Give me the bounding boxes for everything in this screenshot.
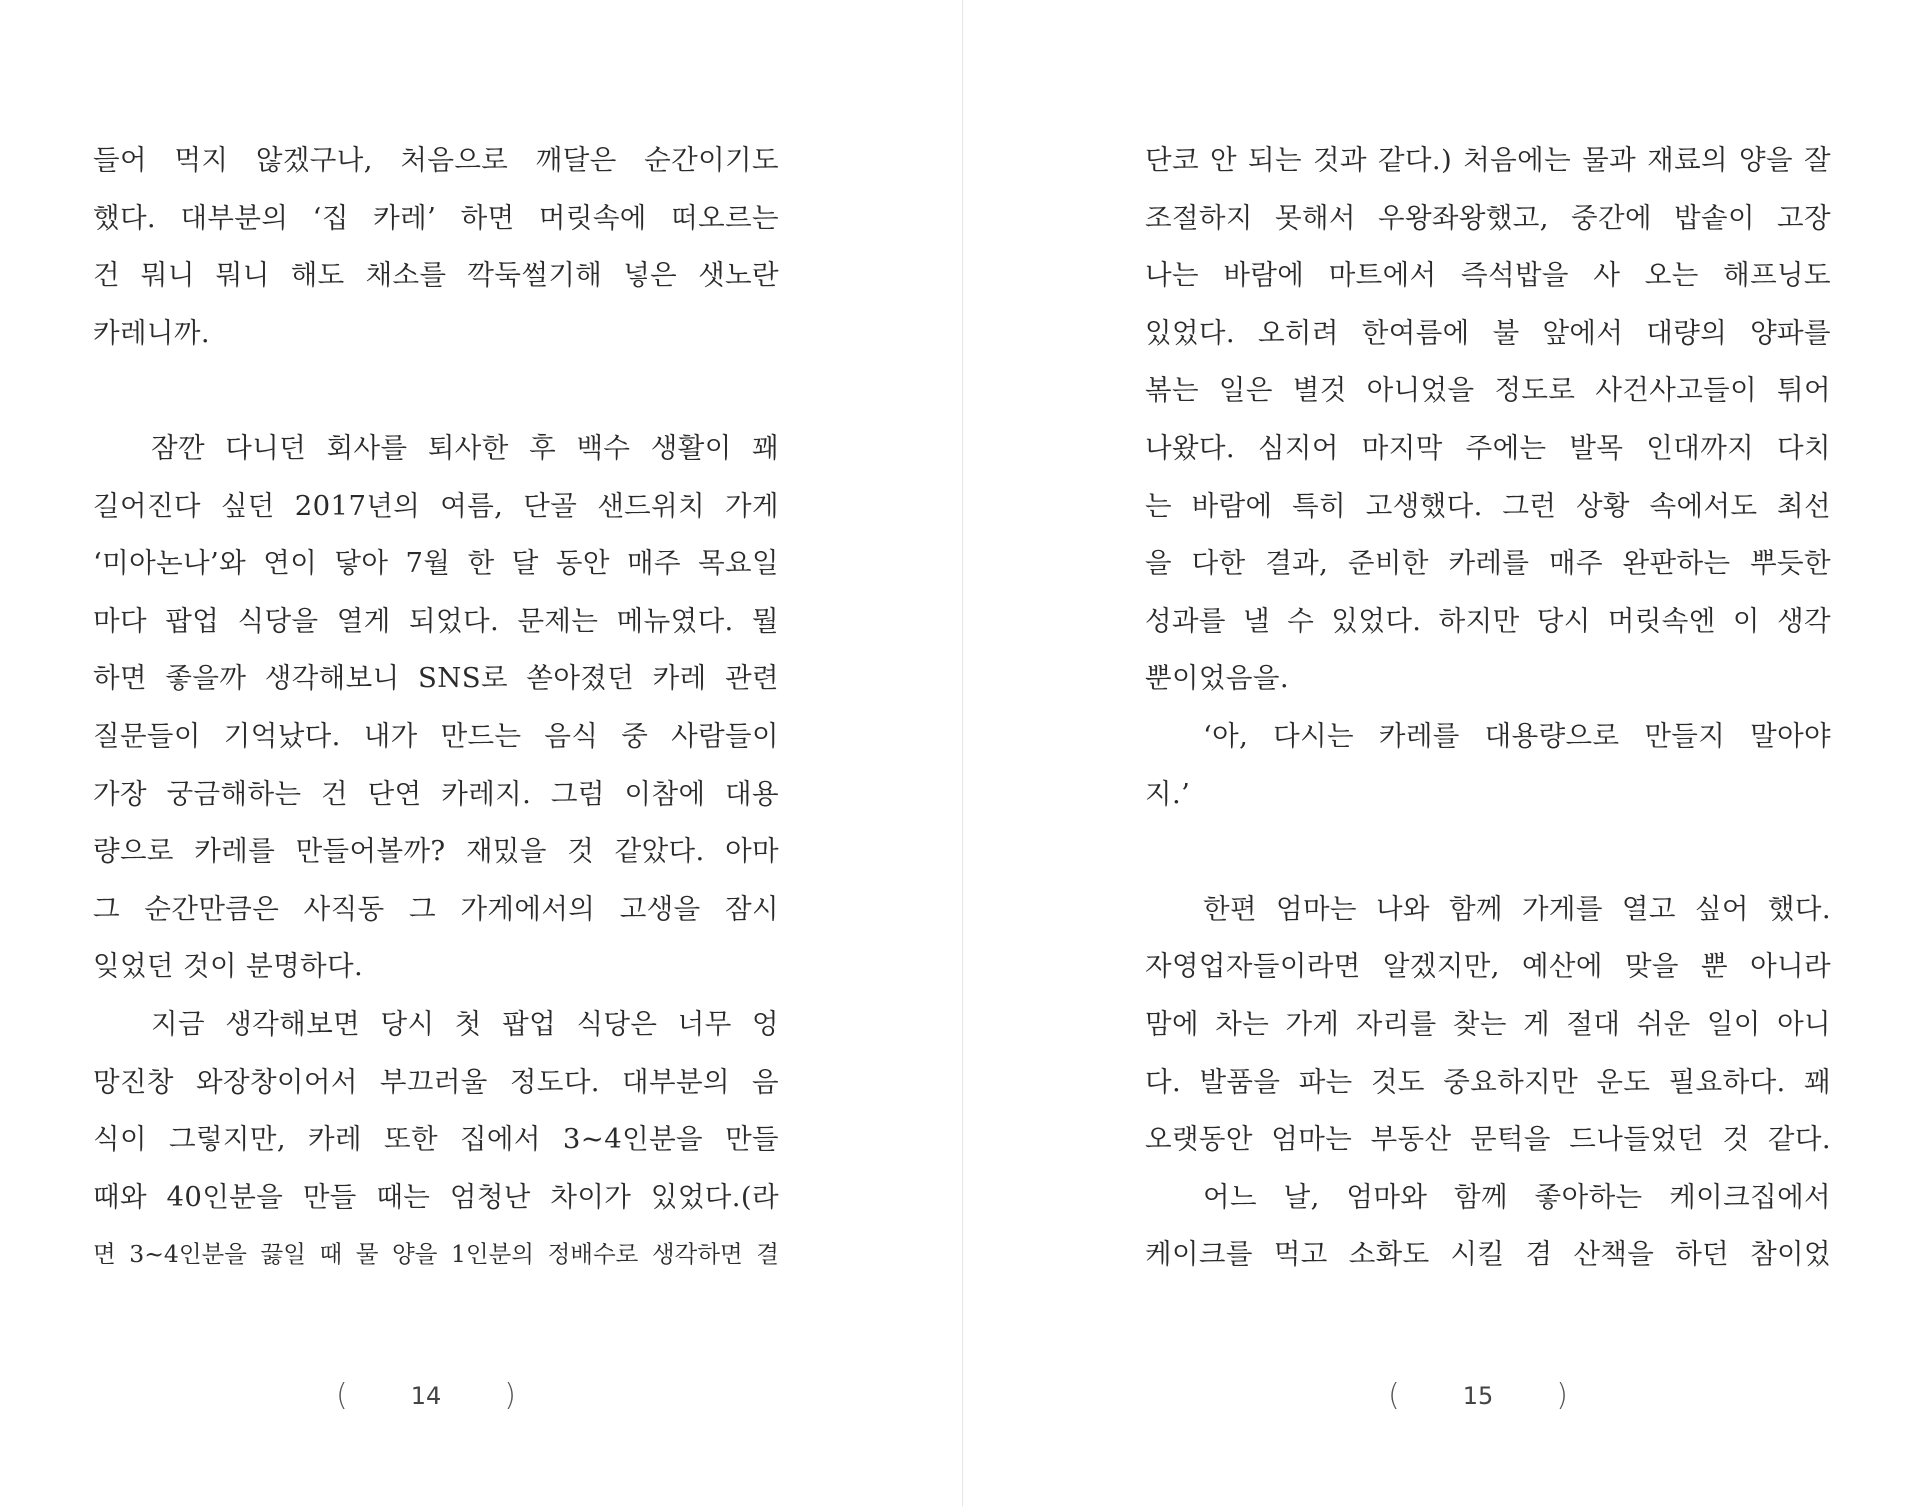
text-line: 건 뭐니 뭐니 해도 채소를 깍둑썰기해 넣은 샛노란	[93, 259, 779, 292]
text-line: 량으로 카레를 만들어볼까? 재밌을 것 같았다. 아마	[93, 835, 779, 868]
left-page-text	[93, 132, 779, 1284]
text-line: 자영업자들이라면 알겠지만, 예산에 맞을 뿐 아니라	[1145, 950, 1831, 983]
paragraph-gap	[1145, 823, 1831, 881]
text-line: 때와 40인분을 만들 때는 엄청난 차이가 있었다.(라	[93, 1180, 779, 1213]
text-line: 길어진다 싶던 2017년의 여름, 단골 샌드위치 가게	[93, 489, 779, 522]
text-line: 을 다한 결과, 준비한 카레를 매주 완판하는 뿌듯한	[1145, 547, 1831, 580]
text-line: ‘아, 다시는 카레를 대용량으로 만들지 말아야	[1203, 719, 1831, 752]
text-line: 망진창 와장창이어서 부끄러울 정도다. 대부분의 음	[93, 1065, 779, 1098]
text-line: 들어 먹지 않겠구나, 처음으로 깨달은 순간이기도	[93, 144, 779, 176]
gutter-divider	[962, 0, 963, 1506]
text-line: 한편 엄마는 나와 함께 가게를 열고 싶어 했다.	[1203, 892, 1831, 925]
text-line: ‘미아논나’와 연이 닿아 7월 한 달 동안 매주 목요일	[93, 547, 779, 580]
folio-close-paren: )	[504, 1378, 516, 1413]
text-line: 가장 궁금해하는 건 단연 카레지. 그럼 이참에 대용	[93, 777, 779, 810]
text-line: 나는 바람에 마트에서 즉석밥을 사 오는 해프닝도	[1145, 259, 1831, 292]
text-line: 케이크를 먹고 소화도 시킬 겸 산책을 하던 참이었	[1145, 1238, 1831, 1271]
paragraph-gap	[93, 362, 779, 420]
folio-open-paren: (	[1388, 1378, 1400, 1413]
text-line: 마다 팝업 식당을 열게 되었다. 문제는 메뉴였다. 뭘	[93, 604, 779, 637]
text-line: 있었다. 오히려 한여름에 불 앞에서 대량의 양파를	[1145, 316, 1831, 349]
left-page-number	[336, 1378, 516, 1413]
text-line: 어느 날, 엄마와 함께 좋아하는 케이크집에서	[1203, 1180, 1831, 1213]
text-line: 다. 발품을 파는 것도 중요하지만 운도 필요하다. 꽤	[1145, 1065, 1831, 1098]
text-line: 뿐이었음을.	[1145, 662, 1289, 695]
text-line: 잊었던 것이 분명하다.	[93, 950, 364, 983]
text-line: 맘에 차는 가게 자리를 찾는 게 절대 쉬운 일이 아니	[1145, 1007, 1831, 1040]
text-line: 조절하지 못해서 우왕좌왕했고, 중간에 밥솥이 고장	[1145, 201, 1831, 234]
text-line: 하면 좋을까 생각해보니 SNS로 쏟아졌던 카레 관련	[93, 662, 779, 695]
text-line: 나왔다. 심지어 마지막 주에는 발목 인대까지 다치	[1145, 431, 1831, 464]
text-line: 지.’	[1145, 777, 1191, 810]
page-number-left: 14	[410, 1381, 442, 1410]
text-line: 성과를 낼 수 있었다. 하지만 당시 머릿속엔 이 생각	[1145, 604, 1831, 637]
text-line: 는 바람에 특히 고생했다. 그런 상황 속에서도 최선	[1145, 489, 1831, 522]
text-line: 오랫동안 엄마는 부동산 문턱을 드나들었던 것 같다.	[1145, 1123, 1831, 1156]
text-line: 했다. 대부분의 ‘집 카레’ 하면 머릿속에 떠오르는	[93, 201, 779, 234]
text-line: 그 순간만큼은 사직동 그 가게에서의 고생을 잠시	[93, 892, 779, 925]
right-page-text	[1145, 132, 1831, 1284]
text-line: 질문들이 기억났다. 내가 만드는 음식 중 사람들이	[93, 719, 779, 752]
folio-open-paren: (	[336, 1378, 348, 1413]
text-line: 지금 생각해보면 당시 첫 팝업 식당은 너무 엉	[151, 1007, 779, 1040]
page-number-right: 15	[1462, 1381, 1494, 1410]
text-line: 잠깐 다니던 회사를 퇴사한 후 백수 생활이 꽤	[151, 431, 779, 464]
right-page-number	[1388, 1378, 1568, 1413]
text-line: 식이 그렇지만, 카레 또한 집에서 3~4인분을 만들	[93, 1123, 779, 1156]
folio-close-paren: )	[1556, 1378, 1568, 1413]
text-line: 면 3~4인분을 끓일 때 물 양을 1인분의 정배수로 생각하면 결	[93, 1240, 779, 1269]
text-line: 단코 안 되는 것과 같다.) 처음에는 물과 재료의 양을 잘	[1145, 144, 1831, 176]
text-line: 카레니까.	[93, 316, 211, 349]
text-line: 볶는 일은 별것 아니었을 정도로 사건사고들이 튀어	[1145, 374, 1831, 407]
